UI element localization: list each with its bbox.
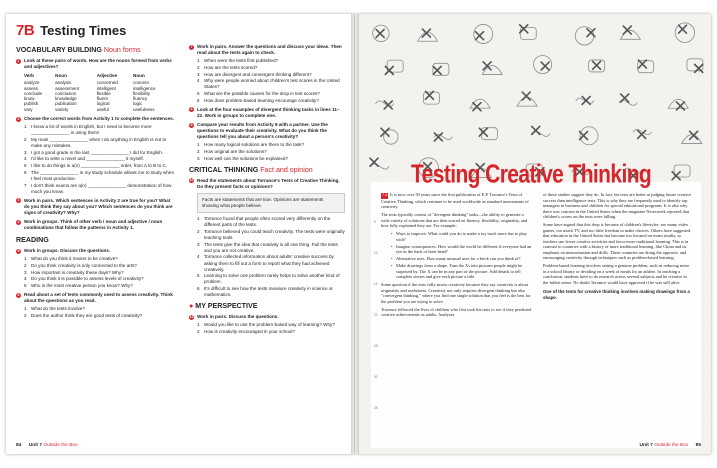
list-item: 2 My main _______________ when I do anything in English is not to make any mistakes. xyxy=(24,136,167,149)
task-number-badge: 3 xyxy=(17,198,20,203)
page-number: 85 xyxy=(695,443,701,448)
line-number: 15 xyxy=(374,282,378,286)
section-heading-vocab: VOCABULARY BUILDING Noun forms xyxy=(16,46,141,54)
task-7: 7 Work in pairs. Answer the questions and discuss your ideas. Then read about the tests again to check. xyxy=(190,44,342,56)
list-item: • Alternative uses. How many unusual uses for a brick can you think of? xyxy=(391,256,521,262)
task-4: 4 Work in groups. Think of other verb / noun and adjective / noun combinations that follow the patterns in Activity 1. xyxy=(17,219,163,231)
fact-opinion-note: Facts are statements that are true. Opinions are statements showing what people believe. xyxy=(197,193,345,213)
list-item: 3 How important is creativity these days? Why? xyxy=(24,269,124,275)
book-gutter xyxy=(351,14,359,454)
task-2: 2 Choose the correct words from Activity 1 to complete the sentences. xyxy=(17,116,174,122)
table-header: Noun xyxy=(133,73,145,79)
left-page xyxy=(6,14,354,454)
line-number: 35 xyxy=(374,406,378,410)
task-number-badge: 10 xyxy=(189,178,194,183)
task-number-badge: 1 xyxy=(17,58,20,63)
article-title: Testing Creative Thinking xyxy=(411,160,652,189)
unit-number: 7B xyxy=(16,22,35,39)
task-11-items xyxy=(197,322,345,335)
task-number-badge: 7 xyxy=(190,44,193,49)
task-5: 5 Work in groups. Discuss the questions. xyxy=(17,248,111,254)
audio-track-badge: 7.4 xyxy=(382,193,387,197)
article-paragraph: of these studies suggest they do. In fact, his tests are better at judging future creative success than intelligence tests. This is why they are frequently used to identify top managers in business and children for special educational programs. It is also why there was concern in the United States when the magazine Newsweek reported that children's scores on the tests were falling. xyxy=(543,192,692,219)
list-item: 3 I got a good grade in the last _______________ I did for English. xyxy=(24,149,164,155)
list-item: 2 How are the tests scored? xyxy=(197,64,258,70)
article-paragraph: Problem-based learning involves setting a genuine problem, such as reducing noise in a school library or deciding on a week of meals for an athlete. In reaching a conclusion, students have to do research across several subjects and be creative in the fullest sense. No doubt Torrance would have approved if he was still alive. xyxy=(543,263,690,285)
right-column xyxy=(189,44,345,338)
list-item: 1 When were the tests first published? xyxy=(197,58,279,64)
task-11: 11 Work in pairs. Discuss the questions. xyxy=(189,314,279,320)
task-8: 8 Look at the four examples of divergent thinking tasks in lines 11–22. Work in groups to complete one. xyxy=(190,106,340,118)
unit-title: Testing Times xyxy=(40,23,127,38)
list-item: 1 What do the tests involve? xyxy=(24,306,85,312)
table-cell: concern intelligence flexibility fluency logic usefulness xyxy=(133,80,156,112)
line-number: 25 xyxy=(374,344,378,348)
section-heading-critical: CRITICAL THINKING Fact and opinion xyxy=(189,165,313,174)
list-item: 6 How does problem-based learning encourage creativity? xyxy=(197,97,319,103)
task-number-badge: 2 xyxy=(17,116,20,121)
right-page xyxy=(355,14,711,454)
list-item: 5 What are the possible causes for the drop in test scores? xyxy=(197,91,320,97)
page-number: 84 xyxy=(16,443,22,448)
task-9: 9 Compare your results from Activity 8 with a partner. Use the questions to evaluate their creativity. What do you think the questions tell you about a person's creativity? xyxy=(190,122,328,140)
image-caption: One of the tests for creative thinking involves making drawings from a shape. xyxy=(543,289,690,300)
article-paragraph: The tests typically consist of "divergent thinking" tasks—the ability to generate a wide variety of solutions that are then scored on fluency, flexibility, originality, and how fully explained they are. For example: xyxy=(381,212,528,228)
list-item: 5 Who is the most creative person you know? Why? xyxy=(24,283,133,289)
list-item: 2 Does the author think they are good tests of creativity? xyxy=(24,313,143,319)
line-number: 10 xyxy=(374,251,378,255)
list-item: 5 I like to do things in a(n) _______________ order, from A to B to C. xyxy=(24,163,168,169)
list-item: 1 What do you think it means to be creative? xyxy=(24,256,118,262)
article-paragraph: Some have argued that this drop is because of children's lifestyles: too many video games, too much TV, and too little freedom to make choices. Others have suggested that education in the United States has become too focused on exam results, so teachers use fewer creative activities and favor more traditional learning. This is in contrast to countries with a history of more traditional learning, like China and its emphasis on memorization and drills. These countries are doing the opposite, and encouraging creativity through techniques such as problem-based learning. xyxy=(543,222,691,260)
article-paragraph: Some question if the tests fully assess creativity because they say creativity is about originality and usefulness. Creativity not only requires divergent thinking but also "convergent thinking," where you find one single solution that you feel is the best for the problem you are trying to solve. xyxy=(381,282,531,304)
section-heading-perspective: ● MY PERSPECTIVE xyxy=(189,302,258,311)
task-number-badge: 11 xyxy=(189,314,194,319)
verb-noun-table xyxy=(24,73,172,112)
task-number-badge: 8 xyxy=(190,107,193,112)
task-6: 6 Read about a set of tests commonly used to assess creativity. Think about the questions as you read. xyxy=(17,292,173,304)
list-item: 4 I'd like to write a novel and _______________ it myself. xyxy=(24,156,144,162)
task-number-badge: 5 xyxy=(17,248,20,253)
table-cell: analyze assess conclude know publish vary xyxy=(24,80,43,112)
task-10: 10 Read the statements about Torrance's Tests of Creative Thinking. Do they present facts or opinions? xyxy=(189,177,340,189)
article-column-2 xyxy=(543,192,693,303)
list-item: • Ways to improve. What could you do to make a toy truck more fun to play with? xyxy=(391,231,527,242)
task-1: 1 Look at these pairs of words. How are the nouns formed from verbs and adjectives? xyxy=(17,58,172,70)
task-number-badge: 6 xyxy=(17,292,20,297)
table-header: Noun xyxy=(55,73,67,79)
line-number: 30 xyxy=(374,375,378,379)
list-item: • Imagine consequences. How would the world be different if everyone had an eye in the back of their head? xyxy=(391,243,532,255)
line-number: 5 xyxy=(374,220,376,224)
task-2-items xyxy=(24,124,176,195)
page-title xyxy=(16,22,126,40)
task-number-badge: 9 xyxy=(190,122,193,127)
task-10-items xyxy=(197,216,345,298)
section-heading-reading: READING xyxy=(16,236,49,245)
list-item: 1 Torrance found that people often scored very differently on the different parts of the tests. xyxy=(197,216,331,228)
line-number: 20 xyxy=(374,313,378,317)
task-5-items xyxy=(24,256,176,289)
task-6-items xyxy=(24,306,176,319)
article-paragraph: 7.4 It is now over 50 years since the first publication of E.P. Torrance's Tests of Creative Thinking, which continue to be used worldwide as standard assessments of creativity. xyxy=(381,192,529,209)
task-9-items xyxy=(197,142,345,161)
list-item: 2 How original are the solutions? xyxy=(197,148,267,154)
list-item: 2 Do you think creativity is only connected to the arts? xyxy=(24,263,137,268)
table-header: Verb xyxy=(24,73,34,79)
list-item: 4 Torrance collected information about adults' creative success by asking them to fill out a form to report what they had achieved creatively. xyxy=(197,254,334,272)
task-3: 3 Work in pairs. Which sentences in Activity 2 are true for you? What do you think they say about you? Which sentences do you think are signs of creativity? Why? xyxy=(17,197,173,215)
list-item: 3 How well can the solutions be explained? xyxy=(197,155,289,161)
list-item: 5 Learning to solve one problem rarely helps to solve another kind of problem. xyxy=(197,273,340,285)
example-task-list xyxy=(391,231,533,280)
list-item: 4 Why were people worried about children's test scores in the United States? xyxy=(197,78,340,90)
list-item: 4 Do you think it is possible to assess levels of creativity? xyxy=(24,276,144,282)
list-item: 1 I know a lot of words in English, but I need to become more _______________ in using them! xyxy=(24,124,152,136)
right-footer: Unit 7 Outside the Box 85 xyxy=(639,443,701,448)
list-item: 1 How many logical solutions are there to the task? xyxy=(197,142,305,148)
table-cell: analysis assessment conclusion knowledge publication variety xyxy=(55,80,80,112)
left-column xyxy=(16,44,176,322)
list-item: 7 I don't think exams are a(n) _______________ demonstration of how much you know. xyxy=(24,182,172,194)
list-item: 6 It's difficult to see how the tests measure creativity in science or mathematics. xyxy=(197,286,333,298)
table-cell: concerned intelligent flexible fluent logical useful xyxy=(96,80,118,112)
list-item: 3 The tests give the idea that creativity is all one thing. Fail the tests and you are not creative. xyxy=(197,241,338,253)
task-number-badge: 4 xyxy=(17,219,20,224)
list-item: 1 Would you like to use the problem-based way of learning? Why? xyxy=(197,322,335,328)
list-item: 6 The _______________ in my study schedule allows me to study when I feel most productive. xyxy=(24,169,175,181)
list-item: 2 How is creativity encouraged in your school? xyxy=(197,329,295,335)
list-item: • Make drawings from a shape. Turn the Xs into pictures people might be surprised by. The X can be in any part of the picture. Add details to tell complete stories and give each picture a title. xyxy=(391,263,523,280)
list-item: 3 How are divergent and convergent thinking different? xyxy=(197,71,312,77)
table-header: Adjective xyxy=(96,73,118,79)
task-7-items xyxy=(197,58,345,104)
article-column-1 xyxy=(381,192,533,320)
article-paragraph: Torrance followed the lives of children who first took his tests to see if they predicted creative achievements as adults. Analyses xyxy=(381,306,532,318)
left-footer: 84 Unit 7 Outside the Box xyxy=(16,443,78,448)
list-item: 2 Torrance believed you could teach creativity. The tests were originally teaching tools. xyxy=(197,228,345,240)
